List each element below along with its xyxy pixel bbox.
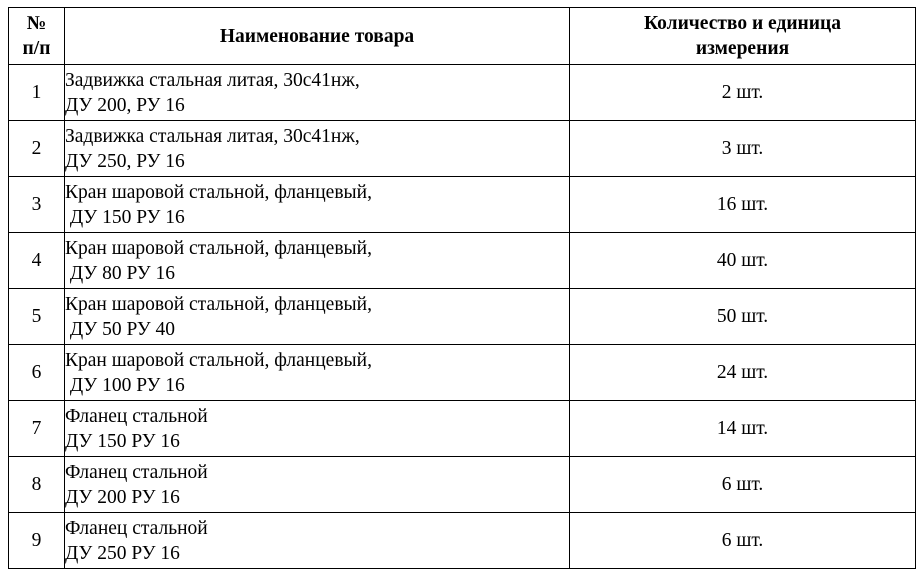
row-product-name: [65, 233, 570, 289]
table-row: [9, 177, 916, 233]
header-number-line1: №: [26, 13, 47, 34]
row-number: 2: [9, 121, 65, 177]
row-product-name: [65, 345, 570, 401]
product-name-line2: ДУ 150 РУ 16: [65, 430, 180, 452]
row-number: 6: [9, 345, 65, 401]
row-product-name: [65, 513, 570, 569]
header-number: [9, 8, 65, 65]
table-row: [9, 345, 916, 401]
table-row: [9, 401, 916, 457]
row-quantity: 50 шт.: [570, 289, 916, 345]
table-body: [9, 65, 916, 569]
header-number-line2: п/п: [22, 38, 51, 59]
header-name: [65, 8, 570, 65]
product-name-line2: ДУ 200 РУ 16: [65, 486, 180, 508]
product-name-line1: Фланец стальной: [65, 405, 208, 427]
row-quantity: 16 шт.: [570, 177, 916, 233]
product-name-line1: Кран шаровой стальной, фланцевый,: [65, 349, 372, 371]
row-number: 7: [9, 401, 65, 457]
table-row: [9, 289, 916, 345]
table-row: [9, 513, 916, 569]
product-name-line2: ДУ 80 РУ 16: [65, 262, 176, 284]
product-name-line1: Задвижка стальная литая, 30с41нж,: [65, 125, 360, 147]
product-name-line1: Фланец стальной: [65, 517, 208, 539]
row-product-name: [65, 401, 570, 457]
table-row: [9, 121, 916, 177]
product-name-line2: ДУ 200, РУ 16: [65, 94, 185, 116]
table-row: [9, 65, 916, 121]
header-quantity: [570, 8, 916, 65]
product-name-line2: ДУ 250, РУ 16: [65, 150, 185, 172]
row-product-name: [65, 457, 570, 513]
product-name-line2: ДУ 250 РУ 16: [65, 542, 180, 564]
row-number: 9: [9, 513, 65, 569]
row-product-name: [65, 289, 570, 345]
product-name-line2: ДУ 50 РУ 40: [65, 318, 176, 340]
product-name-line1: Кран шаровой стальной, фланцевый,: [65, 293, 372, 315]
table-row: [9, 457, 916, 513]
row-product-name: [65, 121, 570, 177]
row-quantity: 24 шт.: [570, 345, 916, 401]
row-number: 1: [9, 65, 65, 121]
table-row: [9, 233, 916, 289]
row-quantity: 14 шт.: [570, 401, 916, 457]
header-quantity-line2: измерения: [695, 38, 790, 59]
row-quantity: 6 шт.: [570, 513, 916, 569]
product-name-line2: ДУ 100 РУ 16: [65, 374, 185, 396]
table-header: [9, 8, 916, 65]
product-name-line1: Задвижка стальная литая, 30с41нж,: [65, 69, 360, 91]
row-quantity: 2 шт.: [570, 65, 916, 121]
goods-table: [8, 7, 916, 569]
product-name-line1: Кран шаровой стальной, фланцевый,: [65, 237, 372, 259]
row-quantity: 3 шт.: [570, 121, 916, 177]
row-number: 5: [9, 289, 65, 345]
row-quantity: 6 шт.: [570, 457, 916, 513]
header-row: [9, 8, 916, 65]
header-name-label: Наименование товара: [219, 25, 415, 47]
product-name-line1: Кран шаровой стальной, фланцевый,: [65, 181, 372, 203]
row-product-name: [65, 65, 570, 121]
product-name-line1: Фланец стальной: [65, 461, 208, 483]
row-number: 8: [9, 457, 65, 513]
row-number: 3: [9, 177, 65, 233]
row-number: 4: [9, 233, 65, 289]
product-name-line2: ДУ 150 РУ 16: [65, 206, 185, 228]
row-quantity: 40 шт.: [570, 233, 916, 289]
header-quantity-line1: Количество и единица: [643, 13, 842, 34]
row-product-name: [65, 177, 570, 233]
